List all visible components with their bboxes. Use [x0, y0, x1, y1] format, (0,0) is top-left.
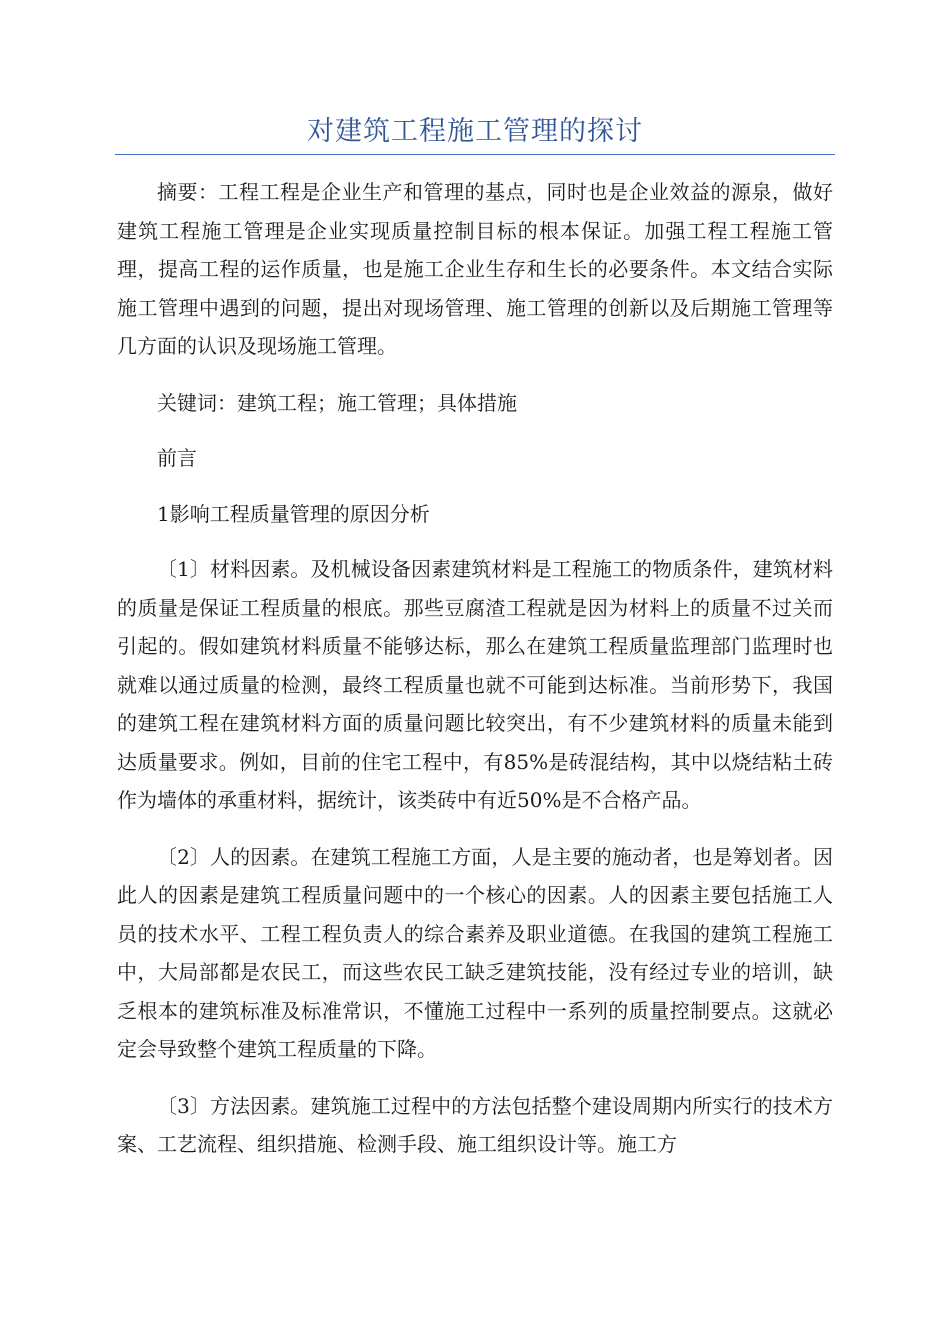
method-factor-paragraph: 〔3〕方法因素。建筑施工过程中的方法包括整个建设周期内所实行的技术方案、工艺流程、组织措施、检测手段、施工组织设计等。施工方: [117, 1093, 833, 1156]
document-title: 对建筑工程施工管理的探讨: [307, 116, 643, 147]
title-underline: [115, 154, 835, 155]
keywords-paragraph: 关键词：建筑工程；施工管理；具体措施: [157, 390, 517, 415]
human-factor-paragraph: 〔2〕人的因素。在建筑工程施工方面，人是主要的施动者，也是筹划者。因此人的因素是建筑工程质量问题中的一个核心的因素。人的因素主要包括施工人员的技术水平、工程工程负责人的综合素养及职业道德。在我国的建筑工程施工中，大局部都是农民工，而这些农民工缺乏建筑技能，没有经过专业的培训，缺乏根本的建筑标准及标准常识，不懂施工过程中一系列的质量控制要点。这就必定会导致整个建筑工程质量的下降。: [117, 844, 833, 1061]
abstract-paragraph: 摘要：工程工程是企业生产和管理的基点，同时也是企业效益的源泉，做好建筑工程施工管理是企业实现质量控制目标的根本保证。加强工程工程施工管理，提高工程的运作质量，也是施工企业生存和生长的必要条件。本文结合实际施工管理中遇到的问题，提出对现场管理、施工管理的创新以及后期施工管理等几方面的认识及现场施工管理。: [117, 180, 833, 358]
material-factor-paragraph: 〔1〕材料因素。及机械设备因素建筑材料是工程施工的物质条件，建筑材料的质量是保证工程质量的根底。那些豆腐渣工程就是因为材料上的质量不过关而引起的。假如建筑材料质量不能够达标，那么在建筑工程质量监理部门监理时也就难以通过质量的检测，最终工程质量也就不可能到达标准。当前形势下，我国的建筑工程在建筑材料方面的质量问题比较突出，有不少建筑材料的质量未能到达质量要求。例如，目前的住宅工程中，有85%是砖混结构，其中以烧结粘土砖作为墙体的承重材料，据统计，该类砖中有近50%是不合格产品。: [117, 557, 833, 812]
document-body: [117, 173, 833, 1182]
section-heading: 1影响工程质量管理的原因分析: [157, 501, 430, 526]
preface-heading: 前言: [157, 446, 197, 470]
